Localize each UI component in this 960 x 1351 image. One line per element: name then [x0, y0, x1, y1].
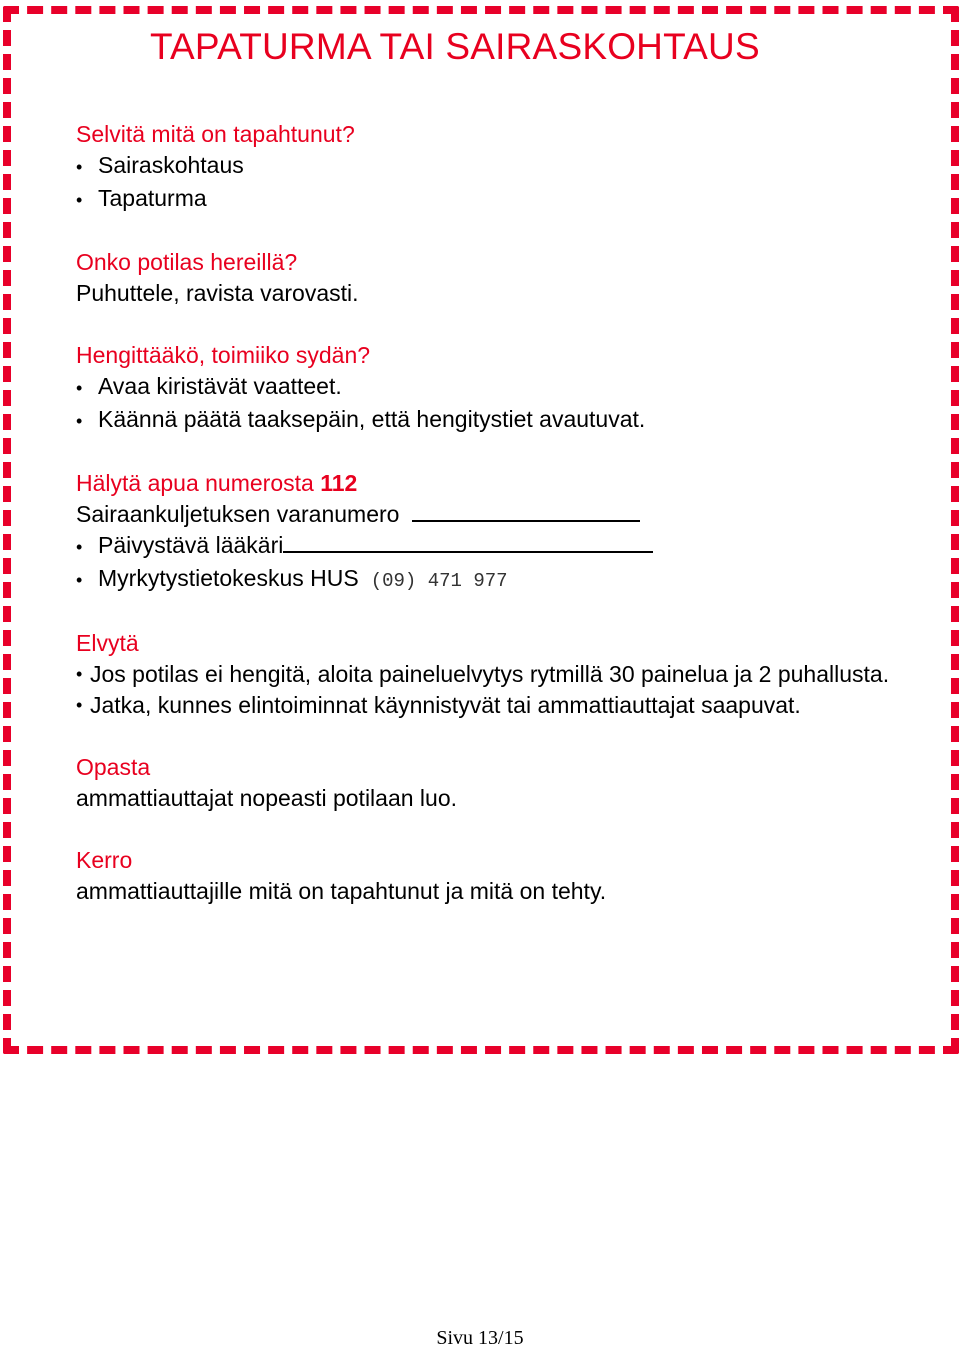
bullet-icon: • — [76, 411, 83, 431]
bullet-icon: • — [76, 157, 83, 177]
list-item: • Käännä päätä taaksepäin, että hengitystiet avautuvat. — [76, 404, 926, 437]
list-item: • Tapaturma — [76, 183, 926, 216]
section-heading-hereilla: Onko potilas hereillä? — [76, 249, 298, 275]
content — [76, 119, 926, 907]
bullet-icon: • — [76, 378, 83, 398]
list-item: • Avaa kiristävät vaatteet. — [76, 371, 926, 404]
page-number: Sivu 13/15 — [436, 1327, 524, 1349]
section-heading-opasta: Opasta — [76, 754, 151, 780]
page-title: TAPATURMA TAI SAIRASKOHTAUS — [150, 26, 760, 67]
blank-fill-line — [283, 531, 653, 553]
section-text: ammattiauttajille mitä on tapahtunut ja mitä on tehty. — [76, 878, 607, 904]
list-item: • Päivystävä lääkäri — [76, 530, 926, 563]
reserve-number-line: Sairaankuljetuksen varanumero — [76, 499, 926, 530]
list-item: • Myrkytystietokeskus HUS (09) 471 977 — [76, 563, 926, 597]
section-text: ammattiauttajat nopeasti potilaan luo. — [76, 785, 458, 811]
bullet-icon: • — [76, 695, 83, 715]
blank-fill-line — [412, 500, 640, 522]
section-heading-elvyta: Elvytä — [76, 630, 139, 656]
list-item: • Sairaskohtaus — [76, 150, 926, 183]
list-item: • Jos potilas ei hengitä, aloita paineluelvytys rytmillä 30 painelua ja 2 puhallusta. — [76, 659, 926, 690]
bullet-icon: • — [76, 537, 83, 557]
emergency-number: 112 — [320, 470, 358, 496]
section-heading-hengittaako: Hengittääkö, toimiiko sydän? — [76, 342, 371, 368]
section-heading-halyta: Hälytä apua numerosta 112 — [76, 470, 358, 496]
bullet-icon: • — [76, 664, 83, 684]
section-heading-selvita: Selvitä mitä on tapahtunut? — [76, 121, 355, 147]
list-item: • Jatka, kunnes elintoiminnat käynnistyvät tai ammattiauttajat saapuvat. — [76, 690, 926, 721]
section-text: Puhuttele, ravista varovasti. — [76, 280, 359, 306]
phone-number: (09) 471 977 — [370, 570, 508, 592]
bullet-icon: • — [76, 190, 83, 210]
section-heading-kerro: Kerro — [76, 847, 133, 873]
bullet-icon: • — [76, 570, 83, 590]
